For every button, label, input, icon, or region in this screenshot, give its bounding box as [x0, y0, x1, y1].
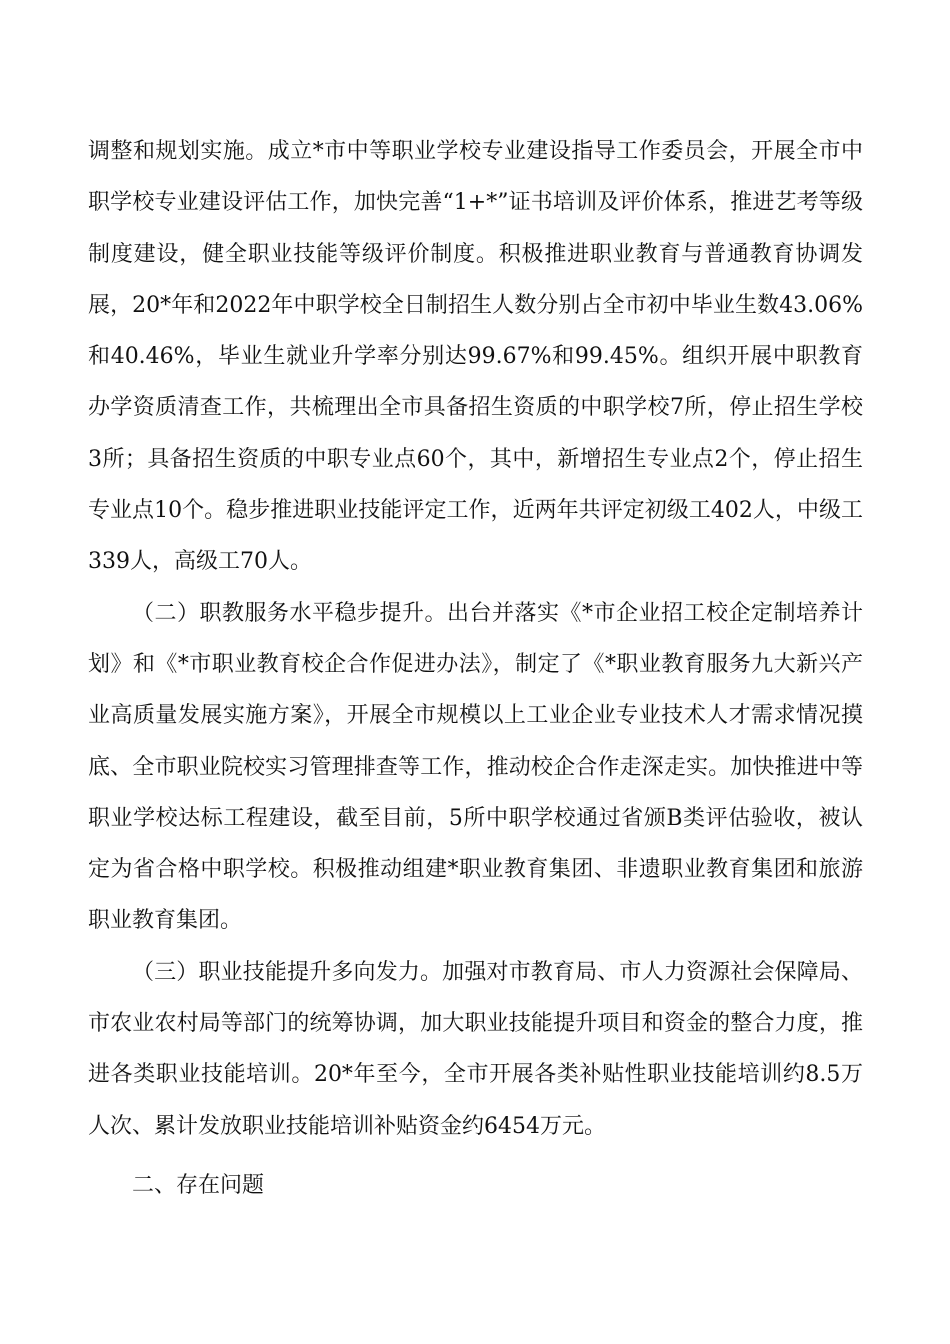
paragraph-vocational-services: （二）职教服务水平稳步提升。出台并落实《*市企业招工校企定制培养计划》和《*市职业教育校企合作促进办法》，制定了《*职业教育服务九大新兴产业高质量发展实施方案》，开展全市规模以上工业企业专业技术人才需求情况摸底、全市职业院校实习管理排查等工作，推动校企合作走深走实。加快推进中等职业学校达标工程建设，截至目前，5所中职学校通过省颁B类评估验收，被认定为省合格中职学校。积极推动组建*职业教育集团、非遗职业教育集团和旅游职业教育集团。 [88, 600, 863, 934]
document-body [88, 126, 863, 1211]
paragraph-continuation: 调整和规划实施。成立*市中等职业学校专业建设指导工作委员会，开展全市中职学校专业建设评估工作，加快完善“1+*”证书培训及评价体系，推进艺考等级制度建设，健全职业技能等级评价制度。积极推进职业教育与普通教育协调发展，20*年和2022年中职学校全日制招生人数分别占全市初中毕业生数43.06%和40.46%，毕业生就业升学率分别达99.67%和99.45%。组织开展中职教育办学资质清查工作，共梳理出全市具备招生资质的中职学校7所，停止招生学校3所；具备招生资质的中职专业点60个，其中，新增招生专业点2个，停止招生专业点10个。稳步推进职业技能评定工作，近两年共评定初级工402人，中级工339人，高级工70人。 [88, 139, 863, 575]
section-heading-problems: 二、存在问题 [132, 1172, 265, 1198]
paragraph-skills-improvement: （三）职业技能提升多向发力。加强对市教育局、市人力资源社会保障局、市农业农村局等部门的统筹协调，加大职业技能提升项目和资金的整合力度，推进各类职业技能培训。20*年至今，全市开展各类补贴性职业技能培训约8.5万人次、累计发放职业技能培训补贴资金约6454万元。 [88, 959, 863, 1139]
